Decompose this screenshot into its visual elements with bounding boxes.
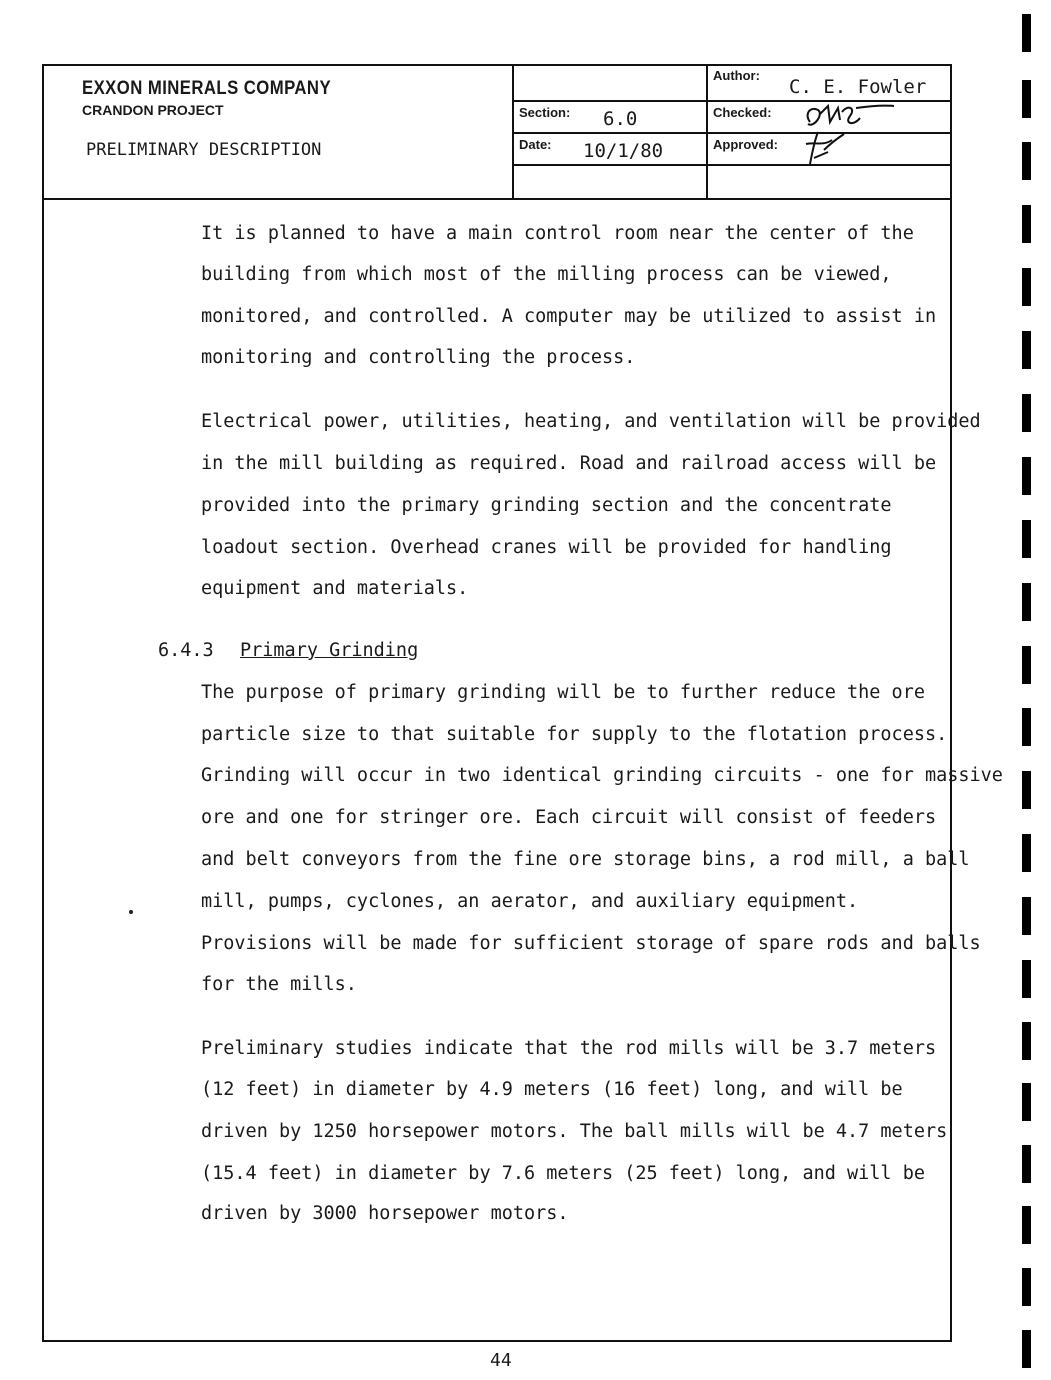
- paragraph-2-line-1: Electrical power, utilities, heating, and ventilation will be provided: [201, 411, 981, 432]
- page-frame: [42, 64, 952, 1342]
- paragraph-2-line-5: equipment and materials.: [201, 578, 469, 599]
- date-label: Date:: [519, 137, 552, 152]
- edge-mark: [1022, 1145, 1031, 1183]
- paragraph-3-line-5: and belt conveyors from the fine ore storage bins, a rod mill, a ball: [201, 849, 970, 870]
- paragraph-3-line-8: for the mills.: [201, 974, 357, 995]
- edge-mark: [1022, 646, 1031, 684]
- edge-mark: [1022, 331, 1031, 369]
- date-value: 10/1/80: [583, 140, 664, 162]
- paragraph-4-line-3: driven by 1250 horsepower motors. The ball mills will be 4.7 meters: [201, 1121, 948, 1142]
- edge-mark: [1022, 1206, 1031, 1244]
- edge-mark: [1022, 520, 1031, 558]
- header-divider: [42, 198, 952, 200]
- author-label: Author:: [713, 68, 760, 83]
- paragraph-2-line-2: in the mill building as required. Road and railroad access will be: [201, 453, 937, 474]
- paragraph-1-line-4: monitoring and controlling the process.: [201, 347, 636, 368]
- paragraph-4-line-1: Preliminary studies indicate that the rod mills will be 3.7 meters: [201, 1038, 937, 1059]
- edge-mark: [1022, 394, 1031, 432]
- paragraph-4-line-5: driven by 3000 horsepower motors.: [201, 1203, 569, 1224]
- edge-mark: [1022, 708, 1031, 746]
- company-name: EXXON MINERALS COMPANY: [82, 78, 332, 99]
- section-number: 6.4.3: [158, 640, 214, 661]
- checked-label: Checked:: [713, 105, 772, 120]
- paragraph-1-line-2: building from which most of the milling process can be viewed,: [201, 264, 892, 285]
- paragraph-2-line-3: provided into the primary grinding section and the concentrate: [201, 495, 892, 516]
- section-title: Primary Grinding: [240, 640, 419, 661]
- paragraph-3-line-4: ore and one for stringer ore. Each circuit will consist of feeders: [201, 807, 937, 828]
- edge-mark: [1022, 268, 1031, 306]
- paragraph-1-line-3: monitored, and controlled. A computer may be utilized to assist in: [201, 306, 937, 327]
- edge-mark: [1022, 205, 1031, 243]
- scan-speck: [129, 910, 133, 914]
- project-name: CRANDON PROJECT: [82, 102, 224, 118]
- edge-mark: [1022, 80, 1031, 118]
- paragraph-3-line-6: mill, pumps, cyclones, an aerator, and auxiliary equipment.: [201, 891, 859, 912]
- edge-mark: [1022, 1330, 1031, 1368]
- paragraph-4-line-2: (12 feet) in diameter by 4.9 meters (16 feet) long, and will be: [201, 1079, 903, 1100]
- page-number: 44: [490, 1350, 512, 1371]
- header-col-divider-2: [706, 64, 708, 198]
- edge-mark: [1022, 897, 1031, 935]
- paragraph-3-line-1: The purpose of primary grinding will be to further reduce the ore: [201, 682, 925, 703]
- edge-mark: [1022, 1083, 1031, 1121]
- approved-label: Approved:: [713, 137, 778, 152]
- edge-mark: [1022, 457, 1031, 495]
- edge-mark: [1022, 142, 1031, 180]
- edge-mark: [1022, 1268, 1031, 1306]
- document-type: PRELIMINARY DESCRIPTION: [86, 140, 322, 160]
- section-value: 6.0: [603, 108, 638, 130]
- edge-mark: [1022, 583, 1031, 621]
- author-value: C. E. Fowler: [789, 76, 927, 98]
- edge-mark: [1022, 834, 1031, 872]
- paragraph-2-line-4: loadout section. Overhead cranes will be provided for handling: [201, 537, 892, 558]
- edge-mark: [1022, 960, 1031, 998]
- edge-mark: [1022, 1022, 1031, 1060]
- paragraph-1-line-1: It is planned to have a main control room near the center of the: [201, 223, 914, 244]
- paragraph-3-line-2: particle size to that suitable for supply to the flotation process.: [201, 724, 948, 745]
- header-col-divider-1: [512, 64, 514, 198]
- paragraph-3-line-3: Grinding will occur in two identical grinding circuits - one for massive: [201, 765, 1003, 786]
- approved-initials-signature: [798, 128, 848, 168]
- paragraph-3-line-7: Provisions will be made for sufficient storage of spare rods and balls: [201, 933, 981, 954]
- edge-mark: [1022, 14, 1031, 52]
- paragraph-4-line-4: (15.4 feet) in diameter by 7.6 meters (25 feet) long, and will be: [201, 1163, 925, 1184]
- edge-mark: [1022, 771, 1031, 809]
- section-label: Section:: [519, 105, 571, 120]
- header-row-line-3: [512, 164, 952, 166]
